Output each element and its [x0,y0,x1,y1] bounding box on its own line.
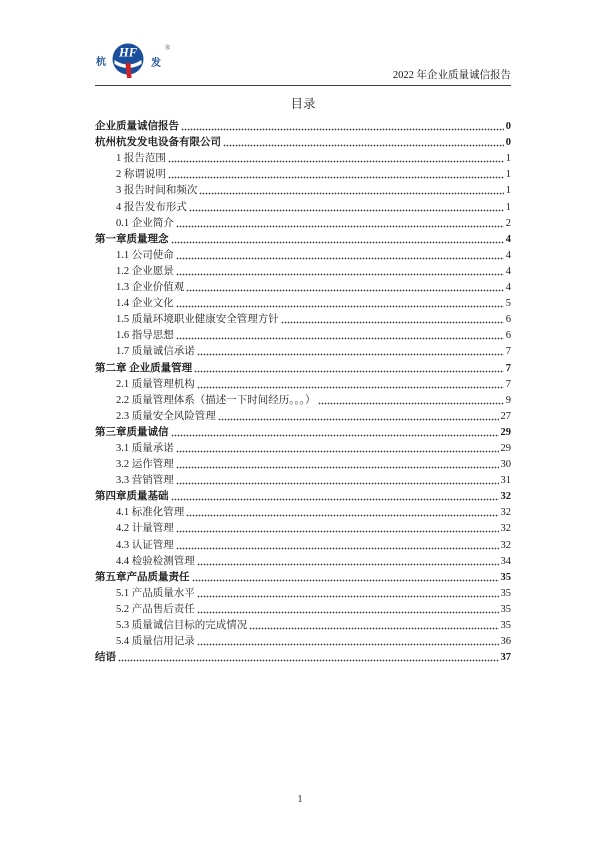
toc-entry-label: 4.1 标准化管理 [116,507,185,519]
toc-entry[interactable] [95,117,511,133]
toc-entry-page: 4 [505,265,511,277]
toc-title: 目录 [290,97,316,111]
toc-dotted-leader [176,273,504,276]
registered-trademark-icon: ® [165,44,171,52]
toc-dotted-leader [118,659,499,662]
toc-entry-page: 7 [505,378,511,390]
toc-entry-label: 1.4 企业文化 [116,298,174,310]
toc-entry[interactable] [95,616,511,632]
toc-entry[interactable] [95,391,511,407]
toc-list [95,117,511,664]
toc-entry-label: 5.1 产品质量水平 [116,587,195,599]
toc-entry-page: 27 [500,410,511,422]
toc-entry-label: 4.2 计量管理 [116,523,174,535]
toc-dotted-leader [249,627,498,630]
toc-entry-label: 1.2 企业愿景 [116,265,174,277]
toc-dotted-leader [176,305,504,308]
toc-entry[interactable] [95,358,511,374]
toc-entry-page: 7 [505,346,511,358]
toc-entry-label: 第一章质量理念 [95,233,169,245]
toc-entry[interactable] [95,342,511,358]
toc-entry-page: 2 [505,217,511,229]
toc-entry[interactable] [95,519,511,535]
toc-entry-page: 7 [505,362,511,374]
toc-entry[interactable] [95,439,511,455]
toc-entry-label: 5.4 质量信用记录 [116,636,195,648]
toc-entry-page: 4 [505,249,511,261]
page-content [95,40,511,664]
toc-entry-label: 2.3 质量安全风险管理 [116,410,216,422]
toc-dotted-leader [186,289,504,292]
logo-red-tail [126,63,132,78]
toc-entry-label: 企业质量诚信报告 [95,121,179,133]
toc-dotted-leader [181,128,504,131]
toc-entry[interactable] [95,310,511,326]
toc-entry-page: 37 [500,652,511,664]
toc-entry-label: 第四章质量基础 [95,491,169,503]
toc-entry[interactable] [95,133,511,149]
toc-entry[interactable] [95,407,511,423]
toc-entry-page: 9 [505,394,511,406]
toc-entry[interactable] [95,632,511,648]
toc-dotted-leader [189,209,504,212]
toc-entry-page: 29 [500,426,511,438]
toc-dotted-leader [199,192,503,195]
toc-entry-label: 2.2 质量管理体系（描述一下时间经历。。。） [116,394,316,406]
toc-entry-page: 35 [500,587,511,599]
toc-entry[interactable] [95,326,511,342]
toc-entry-page: 5 [505,298,511,310]
toc-dotted-leader [171,434,499,437]
toc-entry-label: 5.3 质量诚信目标的完成情况 [116,620,248,631]
toc-dotted-leader [171,498,499,501]
toc-dotted-leader [176,530,499,533]
page-number: 1 [297,794,303,805]
toc-entry-label: 4 报告发布形式 [116,201,187,213]
toc-entry-label: 3.1 质量承诺 [116,442,174,454]
toc-entry-page: 29 [500,442,511,454]
toc-entry[interactable] [95,487,511,503]
toc-entry-page: 30 [500,459,511,471]
toc-dotted-leader [197,563,499,566]
toc-dotted-leader [194,370,504,373]
toc-entry[interactable] [95,423,511,439]
toc-dotted-leader [218,418,499,421]
toc-entry[interactable] [95,214,511,230]
toc-dotted-leader [168,160,504,163]
toc-entry[interactable] [95,648,511,664]
toc-entry[interactable] [95,375,511,391]
toc-entry-page: 4 [505,233,511,245]
toc-dotted-leader [186,514,498,517]
toc-entry-label: 2 称谓说明 [116,169,166,181]
toc-entry-label: 4.4 检验检测管理 [116,555,195,567]
toc-entry-page: 6 [505,330,511,342]
toc-entry-page: 31 [500,475,511,487]
toc-entry-label: 1.1 公司使命 [116,249,174,261]
toc-entry[interactable] [95,262,511,278]
company-logo [95,40,189,82]
toc-entry-page: 32 [500,491,511,503]
toc-entry-page: 32 [500,539,511,551]
toc-entry-label: 3.3 营销管理 [116,475,174,487]
page-header [95,40,511,86]
toc-entry[interactable] [95,455,511,471]
toc-entry-label: 0.1 企业简介 [116,217,174,229]
logo-monogram: HF [118,45,138,60]
toc-entry[interactable] [95,149,511,165]
toc-entry[interactable] [95,181,511,197]
toc-entry-label: 2.1 质量管理机构 [116,378,195,390]
page-footer [0,794,600,805]
toc-dotted-leader [318,402,504,405]
toc-entry-label: 1.5 质量环境职业健康安全管理方针 [116,314,279,326]
document-header-title: 2022 年企业质量诚信报告 [392,70,511,81]
toc-dotted-leader [197,353,504,356]
toc-entry-label: 3 报告时间和频次 [116,185,198,197]
toc-dotted-leader [197,386,504,389]
toc-dotted-leader [176,225,504,228]
toc-entry-label: 1.7 质量诚信承诺 [116,346,195,358]
toc-entry[interactable] [95,246,511,262]
toc-entry-label: 4.3 认证管理 [116,539,174,551]
toc-entry-page: 35 [500,603,511,615]
toc-entry-label: 第二章 企业质量管理 [95,362,193,374]
toc-entry-page: 1 [505,153,511,165]
toc-entry[interactable] [95,165,511,181]
toc-dotted-leader [171,241,504,244]
toc-entry-label: 1.3 企业价值观 [116,282,185,294]
toc-dotted-leader [176,547,499,550]
toc-entry[interactable] [95,503,511,519]
toc-dotted-leader [176,337,504,340]
toc-entry-label: 1 报告范围 [116,153,166,165]
toc-entry-label: 杭州杭发发电设备有限公司 [95,137,221,149]
toc-entry-label: 3.2 运作管理 [116,459,174,471]
logo-left-character: 杭 [96,57,106,68]
toc-dotted-leader [223,144,504,147]
toc-entry-page: 1 [505,185,511,197]
toc-entry-label: 第三章质量诚信 [95,426,169,438]
toc-entry[interactable] [95,278,511,294]
toc-dotted-leader [281,321,504,324]
toc-entry-page: 0 [505,137,511,149]
toc-dotted-leader [176,257,504,260]
toc-dotted-leader [197,595,499,598]
toc-entry[interactable] [95,535,511,551]
toc-dotted-leader [197,611,499,614]
toc-entry[interactable] [95,197,511,213]
toc-entry-page: 35 [500,571,511,583]
toc-dotted-leader [176,482,499,485]
toc-entry[interactable] [95,552,511,568]
toc-entry-label: 结语 [95,652,116,664]
toc-entry-label: 5.2 产品售后责任 [116,603,195,615]
toc-dotted-leader [168,176,504,179]
toc-entry[interactable] [95,471,511,487]
toc-entry[interactable] [95,600,511,616]
toc-dotted-leader [192,579,499,582]
toc-dotted-leader [197,643,499,646]
toc-entry-page: 0 [505,121,511,133]
toc-entry[interactable] [95,584,511,600]
toc-entry-label: 第五章产品质量责任 [95,571,190,583]
toc-entry-page: 32 [500,523,511,535]
toc-entry-page: 4 [505,282,511,294]
toc-entry-page: 35 [500,620,511,631]
toc-entry[interactable] [95,230,511,246]
toc-entry-page: 32 [500,507,511,519]
toc-entry-page: 1 [505,169,511,181]
toc-entry[interactable] [95,294,511,310]
toc-entry-page: 6 [505,314,511,326]
toc-entry-page: 36 [500,636,511,648]
logo-right-character: 发 [151,58,161,69]
toc-dotted-leader [176,466,499,469]
toc-entry-label: 1.6 指导思想 [116,330,174,342]
toc-entry[interactable] [95,568,511,584]
toc-dotted-leader [176,450,499,453]
toc-entry-page: 1 [505,201,511,213]
toc-entry-page: 34 [500,555,511,567]
